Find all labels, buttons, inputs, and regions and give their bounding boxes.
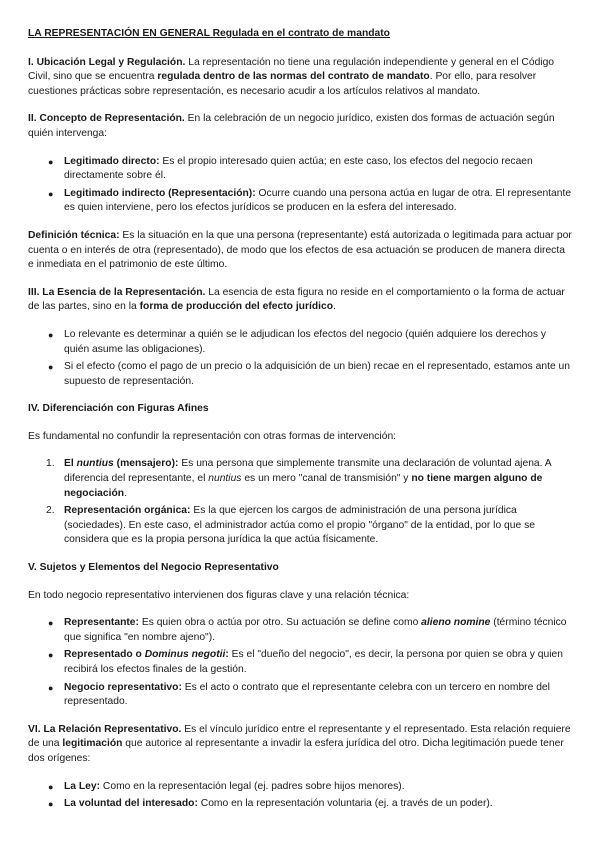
list-number: 2. [46, 505, 55, 517]
list-item-text: Es una persona que simplemente transmite una declaración de voluntad ajena. A diferencia del representante, el [64, 458, 552, 485]
section-5-heading: V. Sujetos y Elementos del Negocio Representativo [28, 562, 279, 574]
list-item [28, 187, 572, 216]
list-item-text: Ocurre cuando una persona actúa en lugar de otra. El representante es quien interviene, pero los efectos jurídicos se producen en la esfera del interesado. [64, 187, 572, 214]
section-6-bold: legitimación [62, 738, 123, 750]
section-6-text: Es el vínculo jurídico entre el representante y el representado. Esta relación requiere de una [28, 723, 571, 750]
list-item-text: Es el "dueño del negocio", es decir, la persona por quien se obra y quien recibirá los efectos finales de la gestión. [64, 649, 563, 675]
list-item-bold: Legitimado directo: [64, 155, 160, 167]
section-1-text-end: . Por ello, para resolver cuestiones prácticas sobre representación, es necesario acudir a los artículos relativos al mandato. [28, 71, 537, 97]
list-item-bold: Representado o [64, 649, 145, 661]
section-4-list [28, 457, 572, 548]
list-item-text: Es la que ejercen los cargos de administración de una persona jurídica (sociedades). En este caso, el administrador actúa como el propio "órgano" de la entidad, por lo que se considera que es la propia persona jurídica la que actúa físicamente. [64, 505, 535, 546]
list-item-bold-italic: Dominus negotii [144, 649, 226, 661]
section-2-list [28, 155, 572, 216]
list-item-text: Como en la representación voluntaria (ej. a través de un poder). [197, 798, 493, 810]
list-item-bold: La Ley: [64, 780, 101, 792]
list-item-bold: Legitimado indirecto (Representación): [64, 187, 256, 199]
section-2-text: En la celebración de un negocio jurídico, existen dos formas de actuación según quién intervenga: [28, 113, 555, 139]
list-item [28, 360, 572, 389]
list-item-text: Lo relevante es determinar a quién se le adjudican los efectos del negocio (quién adquiere los derechos y quién asume las obligaciones). [64, 328, 546, 355]
bullet-icon: ● [48, 329, 54, 340]
list-item-bold-italic: nuntius [76, 458, 114, 470]
list-item [28, 681, 572, 710]
section-6-heading: VI. La Relación Representativo. [28, 723, 182, 735]
section-2-heading: II. Concepto de Representación. [28, 113, 185, 125]
bullet-icon: ● [48, 362, 54, 373]
bullet-icon: ● [48, 781, 54, 792]
section-3-list [28, 328, 572, 389]
list-item-italic: nuntius [208, 473, 242, 485]
document-title: LA REPRESENTACIÓN EN GENERAL Regulada en el contrato de mandato [28, 28, 390, 39]
list-item-text: Es el propio interesado quien actúa; en este caso, los efectos del negocio recaen directamente sobre él. [64, 155, 533, 182]
section-3-text: La esencia de esta figura no reside en el comportamiento o la forma de actuar de las partes, sino en la [28, 286, 565, 313]
section-1 [28, 56, 572, 100]
list-item-bold: (mensajero): [113, 458, 179, 470]
section-6-text-end: que autorice al representante a invadir la esfera jurídica del otro. Dicha legitimación puede tener dos orígenes: [28, 738, 564, 764]
list-item-text: Si el efecto (como el pago de un precio o la adquisición de un bien) recae en el representado, estamos ante un supuesto de representación. [64, 361, 571, 387]
section-6 [28, 723, 572, 767]
list-item-text: (término técnico que significa "en nombre ajeno"). [64, 617, 567, 643]
definition-label: Definición técnica: [28, 229, 120, 241]
list-item-bold: Representación orgánica: [64, 505, 191, 517]
list-item-text: . [124, 487, 127, 499]
list-item [28, 797, 572, 812]
bullet-icon: ● [48, 156, 54, 167]
section-1-heading: I. Ubicación Legal y Regulación. [28, 56, 186, 68]
bullet-icon: ● [48, 618, 54, 629]
section-3-heading: III. La Esencia de la Representación. [28, 286, 206, 298]
list-item-bold: : [225, 649, 229, 661]
bullet-icon: ● [48, 682, 54, 693]
list-item-bold-italic: alieno nomine [421, 617, 491, 629]
list-item [28, 155, 572, 184]
section-5-intro: En todo negocio representativo intervienen dos figuras clave y una relación técnica: [28, 589, 410, 601]
section-3-text-end: . [333, 301, 336, 313]
section-4-heading: IV. Diferenciación con Figuras Afines [28, 403, 209, 415]
list-item-bold: El [64, 458, 77, 470]
list-item-bold: La voluntad del interesado: [64, 798, 198, 810]
section-1-bold: regulada dentro de las normas del contrato de mandato [157, 71, 430, 83]
section-3-bold: forma de producción del efecto jurídico [139, 301, 334, 313]
section-3 [28, 286, 572, 315]
list-item [28, 457, 572, 501]
definition-text: Es la situación en la que una persona (representante) está autorizada o legitimada para actuar por cuenta o en interés de otra (representado), de modo que los efectos de esa actuación se producen de manera directa e inmediata en el patrimonio de este último. [28, 229, 572, 271]
list-item-bold: Negocio representativo: [64, 681, 182, 693]
section-1-text: La representación no tiene una regulación independiente y general en el Código Civil, sino que se encuentra [28, 56, 555, 83]
list-item-text: Es el acto o contrato que el representante celebra con un tercero en nombre del representado. [64, 681, 550, 708]
bullet-icon: ● [48, 650, 54, 661]
bullet-icon: ● [48, 799, 54, 810]
bullet-icon: ● [48, 188, 54, 199]
list-item [28, 648, 572, 677]
list-item-text: es un mero "canal de transmisión" y [241, 473, 412, 485]
section-2 [28, 112, 572, 141]
section-6-list [28, 780, 572, 812]
list-item-text: Como en la representación legal (ej. padres sobre hijos menores). [100, 780, 405, 792]
list-item [28, 328, 572, 357]
list-number: 1. [46, 458, 55, 470]
list-item-text: Es quien obra o actúa por otro. Su actuación se define como [138, 617, 422, 629]
list-item [28, 780, 572, 795]
list-item-bold: no tiene margen alguno de negociación [64, 473, 543, 499]
list-item [28, 504, 572, 548]
section-4-intro: Es fundamental no confundir la representación con otras formas de intervención: [28, 430, 397, 442]
list-item [28, 616, 572, 645]
section-5-list [28, 616, 572, 710]
definition-paragraph [28, 229, 572, 273]
list-item-bold: Representante: [64, 617, 139, 629]
